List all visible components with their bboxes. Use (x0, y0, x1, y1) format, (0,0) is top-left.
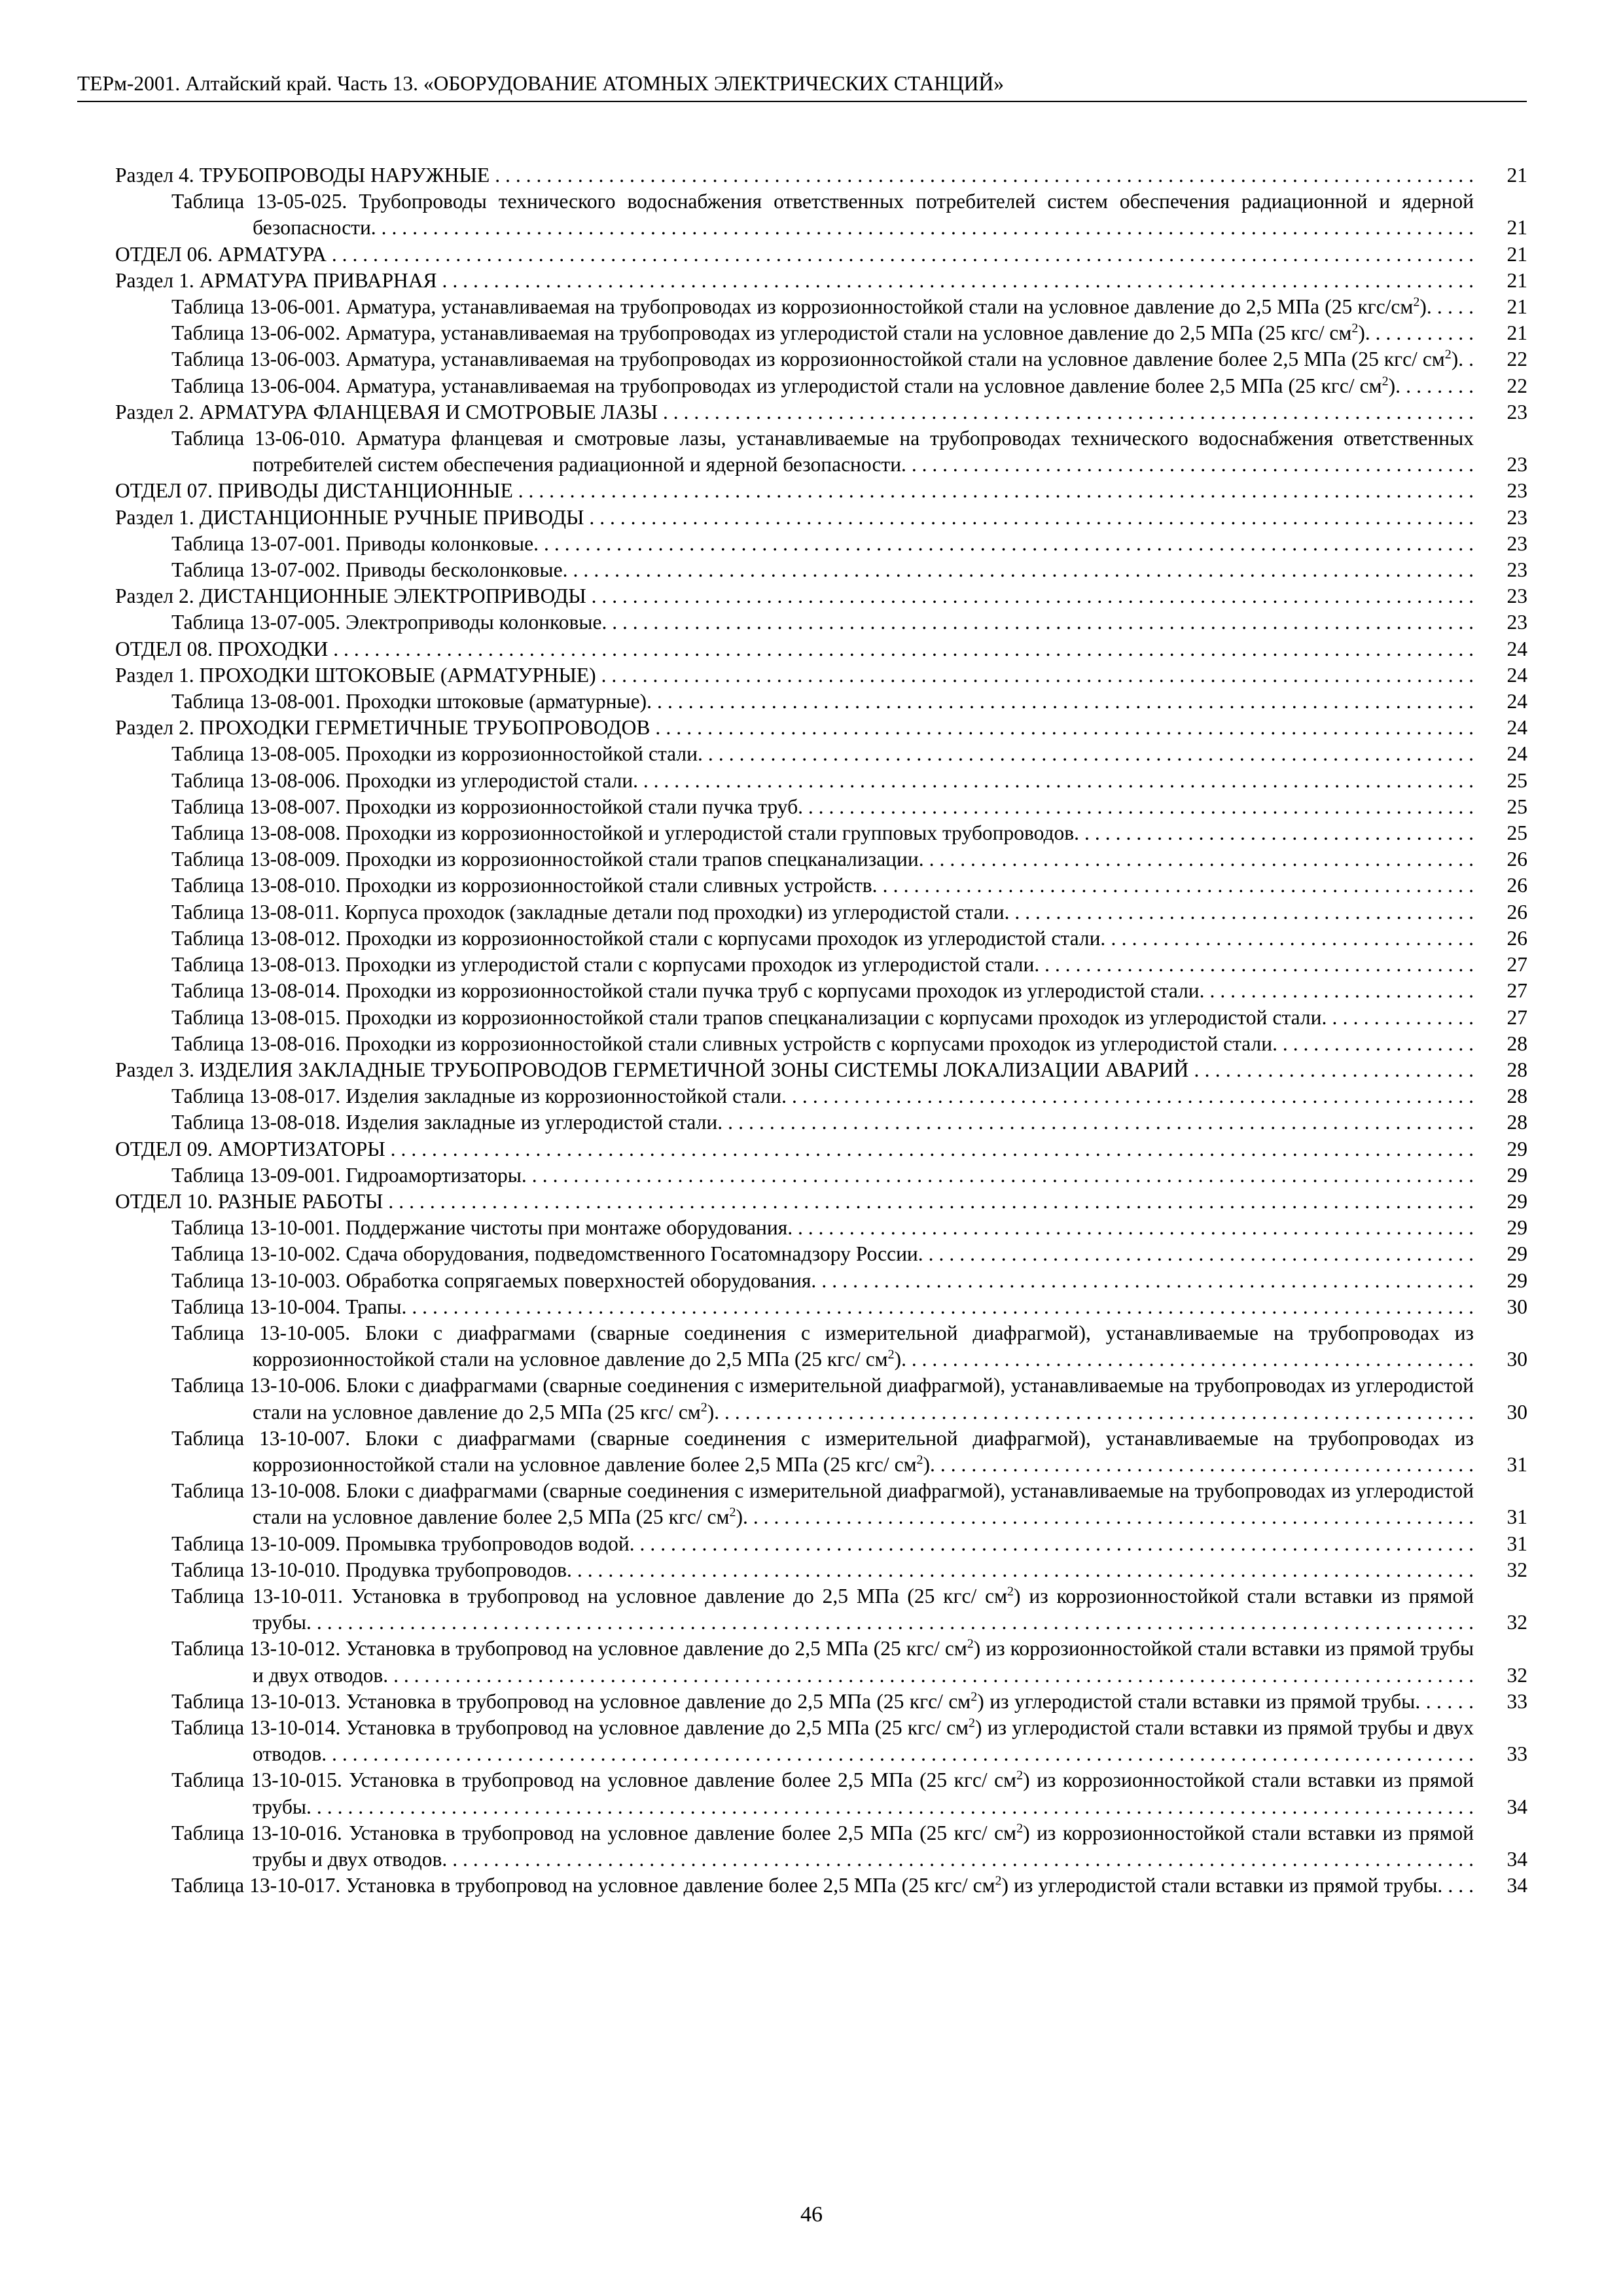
toc-section-entry (115, 662, 1527, 689)
toc-page-number: 28 (1482, 1109, 1527, 1136)
toc-section-entry (115, 505, 1527, 531)
toc-entry-title: Таблица 13-10-011. Установка в трубопровод на условное давление до 2,5 МПа (25 кгс/ $см^2$) из коррозионностойкой стали вставки из прямой трубы. . . . (171, 1583, 1474, 1636)
superscript: 2 (1413, 295, 1420, 310)
superscript: 2 (1351, 321, 1359, 336)
toc-entry-title: Таблица 13-10-012. Установка в трубопровод на условное давление до 2,5 МПа (25 кгс/ $см^2$) из коррозионностойкой стали вставки из прямой трубы и двух отводов. . . . (171, 1636, 1474, 1688)
superscript: 2 (887, 1347, 895, 1362)
toc-page-number: 34 (1482, 1846, 1527, 1873)
toc-page-number: 21 (1482, 320, 1527, 346)
toc-entry-title: Таблица 13-10-007. Блоки с диафрагмами (сварные соединения с измерительной диафрагмой), устанавливаемые на трубопроводах из коррозионностойкой стали на условное давление более 2,5 МПа (25 кгс/ $см^2$). . . . (171, 1426, 1474, 1478)
toc-entry-title: Таблица 13-10-001. Поддержание чистоты при монтаже оборудования. . . . (171, 1215, 1474, 1241)
toc-entry-title: Раздел 3. ИЗДЕЛИЯ ЗАКЛАДНЫЕ ТРУБОПРОВОДОВ ГЕРМЕТИЧНОЙ ЗОНЫ СИСТЕМЫ ЛОКАЛИЗАЦИИ АВАРИЙ . . . (115, 1057, 1474, 1083)
superscript: 2 (969, 1715, 975, 1731)
toc-page-number: 21 (1482, 294, 1527, 320)
toc-entry-title: Таблица 13-10-016. Установка в трубопровод на условное давление более 2,5 МПа (25 кгс/ $см^2$) из коррозионностойкой стали вставки из прямой трубы и двух отводов. . . . (171, 1820, 1474, 1873)
superscript: 2 (995, 1873, 1002, 1888)
table-of-contents (115, 162, 1527, 1899)
toc-page-number: 23 (1482, 452, 1527, 478)
toc-table-entry (115, 1689, 1527, 1715)
toc-entry-title: Таблица 13-08-016. Проходки из коррозионностойкой стали сливных устройств с корпусами проходок из углеродистой стали. . . . (171, 1031, 1474, 1057)
toc-page-number: 29 (1482, 1136, 1527, 1162)
toc-section-entry (115, 583, 1527, 609)
toc-page-number: 23 (1482, 557, 1527, 583)
toc-entry-title: Таблица 13-10-017. Установка в трубопровод на условное давление более 2,5 МПа (25 кгс/ $см^2$) из углеродистой стали вставки из прямой трубы. . . . (171, 1873, 1474, 1899)
toc-entry-title: Таблица 13-05-025. Трубопроводы технического водоснабжения ответственных потребителей систем обеспечения радиационной и ядерной безопасности. . . . (171, 188, 1474, 241)
toc-section-entry (115, 1136, 1527, 1162)
toc-entry-title: Раздел 2. ДИСТАНЦИОННЫЕ ЭЛЕКТРОПРИВОДЫ . . . (115, 583, 1474, 609)
toc-table-entry (115, 1820, 1527, 1873)
toc-table-entry (115, 1109, 1527, 1136)
toc-entry-title: Таблица 13-10-015. Установка в трубопровод на условное давление более 2,5 МПа (25 кгс/ $см^2$) из коррозионностойкой стали вставки из прямой трубы. . . . (171, 1767, 1474, 1820)
toc-table-entry (115, 1715, 1527, 1767)
toc-page-number: 31 (1482, 1531, 1527, 1557)
toc-table-entry (115, 1031, 1527, 1057)
toc-page-number: 31 (1482, 1504, 1527, 1530)
toc-page-number: 30 (1482, 1399, 1527, 1426)
toc-page-number: 32 (1482, 1557, 1527, 1583)
superscript: 2 (1382, 374, 1389, 389)
toc-page-number: 33 (1482, 1689, 1527, 1715)
toc-entry-title: Таблица 13-07-002. Приводы бесколонковые. . . . (171, 557, 1474, 583)
toc-entry-title: Таблица 13-10-006. Блоки с диафрагмами (сварные соединения с измерительной диафрагмой), устанавливаемые на трубопроводах из углеродистой стали на условное давление до 2,5 МПа (25 кгс/ $см^2$). . . . (171, 1372, 1474, 1425)
toc-page-number: 24 (1482, 741, 1527, 767)
toc-page-number: 22 (1482, 373, 1527, 399)
toc-page-number: 25 (1482, 820, 1527, 846)
page-number: 46 (800, 2202, 823, 2227)
toc-entry-title: Таблица 13-08-010. Проходки из коррозионностойкой стали сливных устройств. . . . (171, 872, 1474, 899)
toc-table-entry (115, 925, 1527, 952)
toc-entry-title: Таблица 13-08-011. Корпуса проходок (закладные детали под проходки) из углеродистой стали. . . . (171, 899, 1474, 925)
toc-entry-title: Таблица 13-08-007. Проходки из коррозионностойкой стали пучка труб. . . . (171, 794, 1474, 820)
superscript: 2 (1016, 1821, 1024, 1836)
superscript: 2 (971, 1689, 978, 1704)
toc-section-entry (115, 715, 1527, 741)
toc-entry-title: Таблица 13-08-017. Изделия закладные из коррозионностойкой стали. . . . (171, 1083, 1474, 1109)
toc-entry-title: Таблица 13-09-001. Гидроамортизаторы. . . . (171, 1162, 1474, 1189)
toc-entry-title: Таблица 13-10-002. Сдача оборудования, подведомственного Госатомнадзору России. . . . (171, 1241, 1474, 1267)
toc-table-entry (115, 1478, 1527, 1530)
toc-entry-title: Таблица 13-08-008. Проходки из коррозионностойкой и углеродистой стали групповых трубопроводов. . . . (171, 820, 1474, 846)
toc-section-entry (115, 162, 1527, 188)
toc-table-entry (115, 1162, 1527, 1189)
toc-table-entry (115, 1215, 1527, 1241)
toc-page-number: 24 (1482, 689, 1527, 715)
toc-page-number: 23 (1482, 505, 1527, 531)
toc-page-number: 27 (1482, 952, 1527, 978)
toc-table-entry (115, 1873, 1527, 1899)
toc-entry-title: Таблица 13-08-009. Проходки из коррозионностойкой стали трапов спецканализации. . . . (171, 846, 1474, 872)
toc-table-entry (115, 320, 1527, 346)
toc-entry-title: Таблица 13-08-014. Проходки из коррозионностойкой стали пучка труб с корпусами проходок из углеродистой стали. . . . (171, 978, 1474, 1004)
toc-entry-title: Таблица 13-10-004. Трапы. . . . (171, 1294, 1474, 1320)
toc-page-number: 23 (1482, 399, 1527, 425)
toc-table-entry (115, 1083, 1527, 1109)
toc-table-entry (115, 373, 1527, 399)
toc-table-entry (115, 188, 1527, 241)
toc-page-number: 21 (1482, 242, 1527, 268)
toc-page-number: 28 (1482, 1031, 1527, 1057)
toc-page-number: 21 (1482, 215, 1527, 241)
toc-table-entry (115, 899, 1527, 925)
toc-table-entry (115, 1636, 1527, 1688)
toc-entry-title: Таблица 13-10-009. Промывка трубопроводов водой. . . . (171, 1531, 1474, 1557)
toc-entry-title: Таблица 13-10-008. Блоки с диафрагмами (сварные соединения с измерительной диафрагмой), устанавливаемые на трубопроводах из углеродистой стали на условное давление более 2,5 МПа (25 кгс/ $см^2$). . . . (171, 1478, 1474, 1530)
toc-entry-title: Таблица 13-06-004. Арматура, устанавливаемая на трубопроводах из углеродистой стали на условное давление более 2,5 МПа (25 кгс/ $см^2$). . . . (171, 373, 1474, 399)
toc-page-number: 29 (1482, 1189, 1527, 1215)
toc-table-entry (115, 768, 1527, 794)
superscript: 2 (1016, 1768, 1024, 1783)
toc-table-entry (115, 425, 1527, 478)
toc-table-entry (115, 1767, 1527, 1820)
toc-page-number: 30 (1482, 1294, 1527, 1320)
toc-entry-title: Таблица 13-06-001. Арматура, устанавливаемая на трубопроводах из коррозионностойкой стали на условное давление до 2,5 МПа (25 кгс/$см^2$). . . . (171, 294, 1474, 320)
toc-table-entry (115, 1268, 1527, 1294)
toc-page-number: 32 (1482, 1662, 1527, 1689)
superscript: 2 (916, 1452, 923, 1467)
toc-table-entry (115, 1320, 1527, 1372)
toc-entry-title: Таблица 13-08-012. Проходки из коррозионностойкой стали с корпусами проходок из углеродистой стали. . . . (171, 925, 1474, 952)
toc-entry-title: ОТДЕЛ 08. ПРОХОДКИ . . . (115, 636, 1474, 662)
toc-page-number: 28 (1482, 1057, 1527, 1083)
toc-page-number: 29 (1482, 1215, 1527, 1241)
superscript: 2 (729, 1505, 736, 1520)
toc-page-number: 26 (1482, 899, 1527, 925)
toc-page-number: 26 (1482, 925, 1527, 952)
toc-page-number: 23 (1482, 583, 1527, 609)
toc-entry-title: ОТДЕЛ 10. РАЗНЫЕ РАБОТЫ . . . (115, 1189, 1474, 1215)
toc-page-number: 27 (1482, 978, 1527, 1004)
toc-entry-title: Таблица 13-08-005. Проходки из коррозионностойкой стали. . . . (171, 741, 1474, 767)
toc-entry-title: Таблица 13-10-005. Блоки с диафрагмами (сварные соединения с измерительной диафрагмой), устанавливаемые на трубопроводах из коррозионностойкой стали на условное давление до 2,5 МПа (25 кгс/ $см^2$). . . . (171, 1320, 1474, 1372)
superscript: 2 (967, 1636, 974, 1651)
toc-page-number: 28 (1482, 1083, 1527, 1109)
toc-table-entry (115, 1005, 1527, 1031)
toc-table-entry (115, 1372, 1527, 1425)
toc-entry-title: Таблица 13-08-006. Проходки из углеродистой стали. . . . (171, 768, 1474, 794)
superscript: 2 (700, 1400, 707, 1415)
toc-page-number: 26 (1482, 872, 1527, 899)
toc-table-entry (115, 557, 1527, 583)
toc-entry-title: Раздел 1. ДИСТАНЦИОННЫЕ РУЧНЫЕ ПРИВОДЫ . . . (115, 505, 1474, 531)
page-header (77, 73, 1527, 102)
toc-page-number: 23 (1482, 609, 1527, 636)
superscript: 2 (1007, 1584, 1014, 1599)
toc-entry-title: Таблица 13-07-001. Приводы колонковые. . . . (171, 531, 1474, 557)
toc-entry-title: ОТДЕЛ 06. АРМАТУРА . . . (115, 242, 1474, 268)
toc-page-number: 31 (1482, 1452, 1527, 1478)
toc-table-entry (115, 689, 1527, 715)
toc-table-entry (115, 531, 1527, 557)
toc-table-entry (115, 609, 1527, 636)
header-title: ТЕРм-2001. Алтайский край. Часть 13. «ОБОРУДОВАНИЕ АТОМНЫХ ЭЛЕКТРИЧЕСКИХ СТАНЦИЙ» (77, 72, 1005, 95)
toc-entry-title: Таблица 13-06-002. Арматура, устанавливаемая на трубопроводах из углеродистой стали на условное давление до 2,5 МПа (25 кгс/ $см^2$). . . . (171, 320, 1474, 346)
toc-page-number: 29 (1482, 1268, 1527, 1294)
toc-page-number: 26 (1482, 846, 1527, 872)
toc-page-number: 25 (1482, 768, 1527, 794)
toc-section-entry (115, 1057, 1527, 1083)
toc-entry-title: Таблица 13-10-013. Установка в трубопровод на условное давление до 2,5 МПа (25 кгс/ $см^2$) из углеродистой стали вставки из прямой трубы. . . . (171, 1689, 1474, 1715)
toc-page-number: 23 (1482, 478, 1527, 504)
toc-page-number: 21 (1482, 162, 1527, 188)
toc-table-entry (115, 741, 1527, 767)
toc-page-number: 23 (1482, 531, 1527, 557)
toc-section-entry (115, 1189, 1527, 1215)
toc-page-number: 24 (1482, 636, 1527, 662)
toc-section-entry (115, 268, 1527, 294)
toc-section-entry (115, 242, 1527, 268)
toc-page-number: 27 (1482, 1005, 1527, 1031)
toc-entry-title: Таблица 13-08-001. Проходки штоковые (арматурные). . . . (171, 689, 1474, 715)
toc-entry-title: Раздел 2. ПРОХОДКИ ГЕРМЕТИЧНЫЕ ТРУБОПРОВОДОВ . . . (115, 715, 1474, 741)
toc-entry-title: Таблица 13-10-014. Установка в трубопровод на условное давление до 2,5 МПа (25 кгс/ $см^2$) из углеродистой стали вставки из прямой трубы и двух отводов. . . . (171, 1715, 1474, 1767)
toc-entry-title: Таблица 13-06-003. Арматура, устанавливаемая на трубопроводах из коррозионностойкой стали на условное давление более 2,5 МПа (25 кгс/ $см^2$). . . . (171, 346, 1474, 372)
superscript: 2 (1444, 347, 1452, 362)
toc-page-number: 30 (1482, 1346, 1527, 1372)
toc-table-entry (115, 1241, 1527, 1267)
toc-entry-title: Таблица 13-08-015. Проходки из коррозионностойкой стали трапов спецканализации с корпусами проходок из углеродистой стали. . . . (171, 1005, 1474, 1031)
toc-page-number: 25 (1482, 794, 1527, 820)
toc-table-entry (115, 1426, 1527, 1478)
toc-table-entry (115, 1583, 1527, 1636)
toc-page-number: 32 (1482, 1609, 1527, 1636)
toc-entry-title: Таблица 13-08-013. Проходки из углеродистой стали с корпусами проходок из углеродистой стали. . . . (171, 952, 1474, 978)
toc-page-number: 34 (1482, 1794, 1527, 1820)
toc-table-entry (115, 1294, 1527, 1320)
toc-entry-title: Таблица 13-10-010. Продувка трубопроводов. . . . (171, 1557, 1474, 1583)
toc-entry-title: Раздел 2. АРМАТУРА ФЛАНЦЕВАЯ И СМОТРОВЫЕ ЛАЗЫ . . . (115, 399, 1474, 425)
toc-page-number: 34 (1482, 1873, 1527, 1899)
toc-table-entry (115, 346, 1527, 372)
toc-section-entry (115, 636, 1527, 662)
toc-page-number: 21 (1482, 268, 1527, 294)
toc-entry-title: Таблица 13-07-005. Электроприводы колонковые. . . . (171, 609, 1474, 636)
toc-page-number: 24 (1482, 715, 1527, 741)
toc-table-entry (115, 820, 1527, 846)
toc-entry-title: Таблица 13-08-018. Изделия закладные из углеродистой стали. . . . (171, 1109, 1474, 1136)
toc-table-entry (115, 872, 1527, 899)
toc-entry-title: ОТДЕЛ 09. АМОРТИЗАТОРЫ . . . (115, 1136, 1474, 1162)
toc-page-number: 29 (1482, 1162, 1527, 1189)
toc-page-number: 29 (1482, 1241, 1527, 1267)
toc-table-entry (115, 978, 1527, 1004)
toc-section-entry (115, 478, 1527, 504)
toc-table-entry (115, 952, 1527, 978)
toc-entry-title: Раздел 1. ПРОХОДКИ ШТОКОВЫЕ (АРМАТУРНЫЕ) . . . (115, 662, 1474, 689)
toc-table-entry (115, 794, 1527, 820)
toc-table-entry (115, 1557, 1527, 1583)
toc-page-number: 33 (1482, 1741, 1527, 1767)
toc-page-number: 24 (1482, 662, 1527, 689)
toc-page-number: 22 (1482, 346, 1527, 372)
toc-entry-title: Таблица 13-06-010. Арматура фланцевая и смотровые лазы, устанавливаемые на трубопроводах технического водоснабжения ответственных потребителей систем обеспечения радиационной и ядерной безопасности. . . . (171, 425, 1474, 478)
toc-section-entry (115, 399, 1527, 425)
toc-table-entry (115, 294, 1527, 320)
toc-entry-title: ОТДЕЛ 07. ПРИВОДЫ ДИСТАНЦИОННЫЕ . . . (115, 478, 1474, 504)
toc-entry-title: Раздел 4. ТРУБОПРОВОДЫ НАРУЖНЫЕ . . . (115, 162, 1474, 188)
toc-entry-title: Раздел 1. АРМАТУРА ПРИВАРНАЯ . . . (115, 268, 1474, 294)
toc-table-entry (115, 1531, 1527, 1557)
toc-entry-title: Таблица 13-10-003. Обработка сопрягаемых поверхностей оборудования. . . . (171, 1268, 1474, 1294)
toc-table-entry (115, 846, 1527, 872)
